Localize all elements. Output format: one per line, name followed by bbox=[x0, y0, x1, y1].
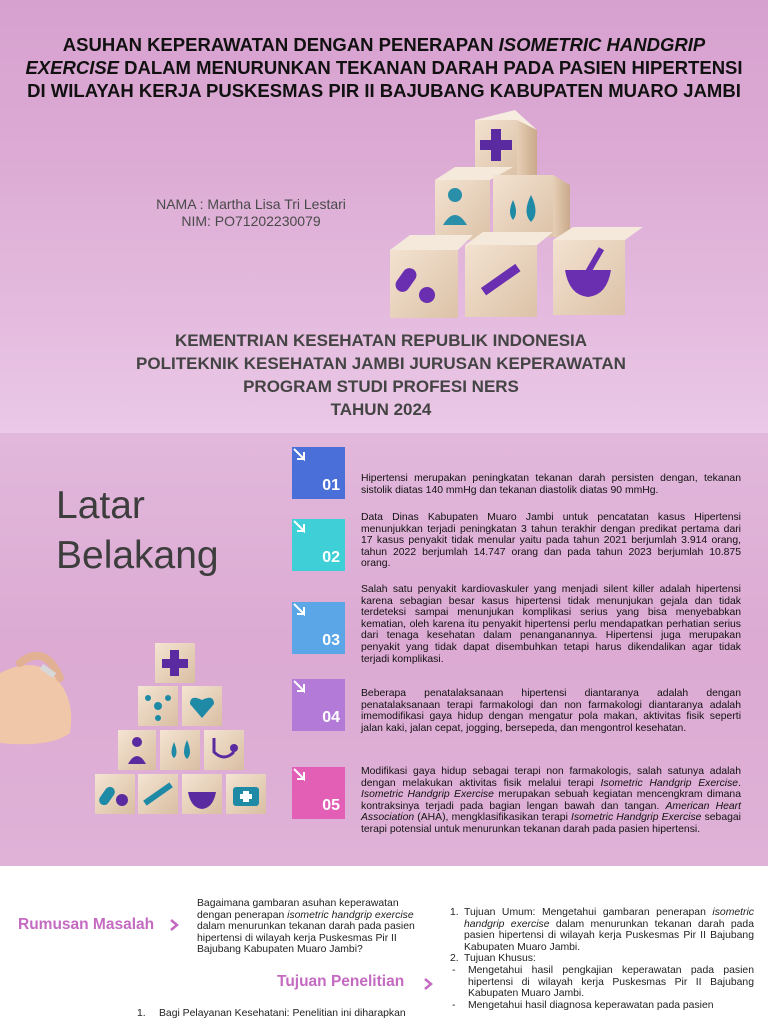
mortar-icon bbox=[182, 774, 222, 814]
drops-icon bbox=[160, 730, 200, 770]
syringe-icon bbox=[138, 774, 178, 814]
corner-arrow-icon bbox=[292, 679, 306, 693]
corner-arrow-icon bbox=[292, 519, 306, 533]
item-text: Beberapa penatalaksanaan hipertensi diantaranya adalah dengan penatalaksanaan terapi farmakologi dan non farmakologi diantaranya adalah imemodifikasi gaya hidup dengan mengatur pola makan, aktivitas fisik seperti jalan kaki, jalan cepat, jogging, bersepeda, dan mengontrol kesehatan. bbox=[361, 688, 741, 734]
hand-icon bbox=[0, 623, 90, 753]
pills-icon bbox=[390, 235, 473, 318]
institution-line: POLITEKNIK KESEHATAN JAMBI JURUSAN KEPERAWATAN bbox=[136, 354, 626, 373]
institution-year: TAHUN 2024 bbox=[330, 400, 432, 419]
background-slide bbox=[0, 433, 768, 866]
title-text: ASUHAN KEPERAWATAN DENGAN PENERAPAN bbox=[62, 34, 499, 55]
medkit-icon bbox=[226, 774, 266, 814]
item-number: 04 bbox=[322, 709, 340, 726]
heart-icon bbox=[182, 686, 222, 726]
list-item: 2. Tujuan Khusus: bbox=[450, 953, 536, 965]
tujuan-list bbox=[448, 907, 754, 1011]
title-text: DI WILAYAH KERJA PUSKESMAS PIR II BAJUBANG KABUPATEN MUARO JAMBI bbox=[27, 80, 741, 101]
medical-cubes-illustration bbox=[90, 638, 270, 818]
section-heading bbox=[56, 481, 219, 581]
drops-icon bbox=[493, 175, 570, 237]
author-nim: NIM: PO71202230079 bbox=[181, 213, 321, 229]
institution-line: KEMENTRIAN KESEHATAN REPUBLIK INDONESIA bbox=[174, 331, 588, 350]
plus-icon bbox=[155, 643, 195, 683]
doctor-icon bbox=[118, 730, 156, 770]
heading-line: Belakang bbox=[56, 534, 219, 577]
rumusan-masalah-text: Bagaimana gambaran asuhan keperawatan dengan penerapan isometric handgrip exercise dalam menurunkan tekanan darah pada pasien hipertensi di wilayah kerja Puskesmas Pir II Bajubang Kabupaten Muaro Jambi? bbox=[197, 898, 415, 956]
manfaat-item: 1. Bagi Pelayanan Kesehatani: Penelitian ini diharapkan bbox=[137, 1008, 406, 1019]
molecule-icon bbox=[138, 686, 178, 726]
author-name: NAMA : Martha Lisa Tri Lestari bbox=[156, 196, 346, 212]
list-item: - Mengetahui hasil pengkajian keperawatan pada pasien hipertensi di wilayah kerja Puskesmas Pir II Bajubang Kabupaten Muaro Jambi. bbox=[452, 964, 754, 1000]
corner-arrow-icon bbox=[292, 767, 306, 781]
item-text: Data Dinas Kabupaten Muaro Jambi untuk pencatatan kasus Hipertensi menunjukkan terjadi peningkatan 3 tahun terakhir dengan predikat pertama dari 17 kasus penyakit tidak menular yaitu pada tahun 2021 berjumlah 3.914 orang, tahun 2022 berjumlah 14.747 orang dan pada tahun 2023 berjumlah 10.875 orang. bbox=[361, 512, 741, 570]
stethoscope-icon bbox=[204, 730, 244, 770]
institution-line: PROGRAM STUDI PROFESI NERS bbox=[243, 377, 519, 396]
item-number: 03 bbox=[322, 632, 340, 649]
medical-cubes-illustration bbox=[385, 105, 645, 335]
item-number: 05 bbox=[322, 797, 340, 814]
rumusan-masalah-label: Rumusan Masalah bbox=[18, 916, 155, 933]
chevron-right-icon bbox=[168, 918, 180, 932]
list-item: 1. Tujuan Umum: Mengetahui gambaran penerapan isometric handgrip exercise dalam menurunkan tekanan darah pada pasien hipertensi di wilayah kerja Puskesmas Pir II Bajubang Kabupaten Muaro Jambi. bbox=[450, 907, 754, 953]
mortar-icon bbox=[553, 227, 643, 315]
item-number-box bbox=[292, 602, 345, 654]
author-info bbox=[125, 196, 377, 230]
heading-line: Latar bbox=[56, 484, 145, 527]
item-number-box bbox=[292, 447, 345, 499]
item-text: Modifikasi gaya hidup sebagai terapi non farmakologis, salah satunya adalah dengan melakukan aktivitas fisik melalui terapi Isometric Handgrip Exercise. Isometric Handgrip Exercise merupakan sebuah kegiatan mencengkram dimana kontraksinya terjadi pada bagian lengan bawah dan tangan. American Heart Association (AHA), mengklasifikasikan terapi Isometric Handgrip Exercise sebagai terapi potensial untuk menurunkan tekanan darah pada pasien hipertensi. bbox=[361, 766, 741, 835]
syringe-icon bbox=[465, 232, 553, 317]
item-number-box bbox=[292, 767, 345, 819]
title-slide bbox=[0, 0, 768, 433]
item-number: 02 bbox=[322, 549, 340, 566]
item-number-box bbox=[292, 519, 345, 571]
pills-icon bbox=[95, 774, 135, 814]
title-text: DALAM MENURUNKAN TEKANAN DARAH PADA PASIEN HIPERTENSI bbox=[119, 57, 743, 78]
chevron-right-icon bbox=[422, 977, 434, 991]
thesis-title bbox=[8, 33, 760, 102]
corner-arrow-icon bbox=[292, 602, 306, 616]
item-number: 01 bbox=[322, 477, 340, 494]
item-number-box bbox=[292, 679, 345, 731]
problem-objectives-slide bbox=[0, 866, 768, 1024]
list-item: - Mengetahui hasil diagnosa keperawatan pada pasien bbox=[452, 999, 714, 1011]
title-italic: EXERCISE bbox=[25, 57, 120, 78]
corner-arrow-icon bbox=[292, 447, 306, 461]
institution-block bbox=[60, 329, 702, 421]
item-text: Hipertensi merupakan peningkatan tekanan darah persisten dengan, tekanan sistolik diatas 140 mmHg dan tekanan diastolik diatas 90 mmHg. bbox=[361, 473, 741, 496]
title-italic: ISOMETRIC HANDGRIP bbox=[498, 34, 706, 55]
tujuan-penelitian-label: Tujuan Penelitian bbox=[277, 973, 405, 990]
item-text: Salah satu penyakit kardiovaskuler yang menjadi silent killer adalah hipertensi karena sebagian besar kasus hipertensi tidak menunjukan gejala dan tidak terdeteksi sampai menunjukan komplikasi serius yang bisa menyebabkan kematian, oleh karena itu penyakit hipertensi perlu mendapatkan perhatian serius dari tenaga kesehatan dalam penanganannya. Hipertensi juga merupakan penyakit yang tidak dapat disembuhkan tetapi harus dikendalikan agar tidak terjadi komplikasi. bbox=[361, 584, 741, 665]
